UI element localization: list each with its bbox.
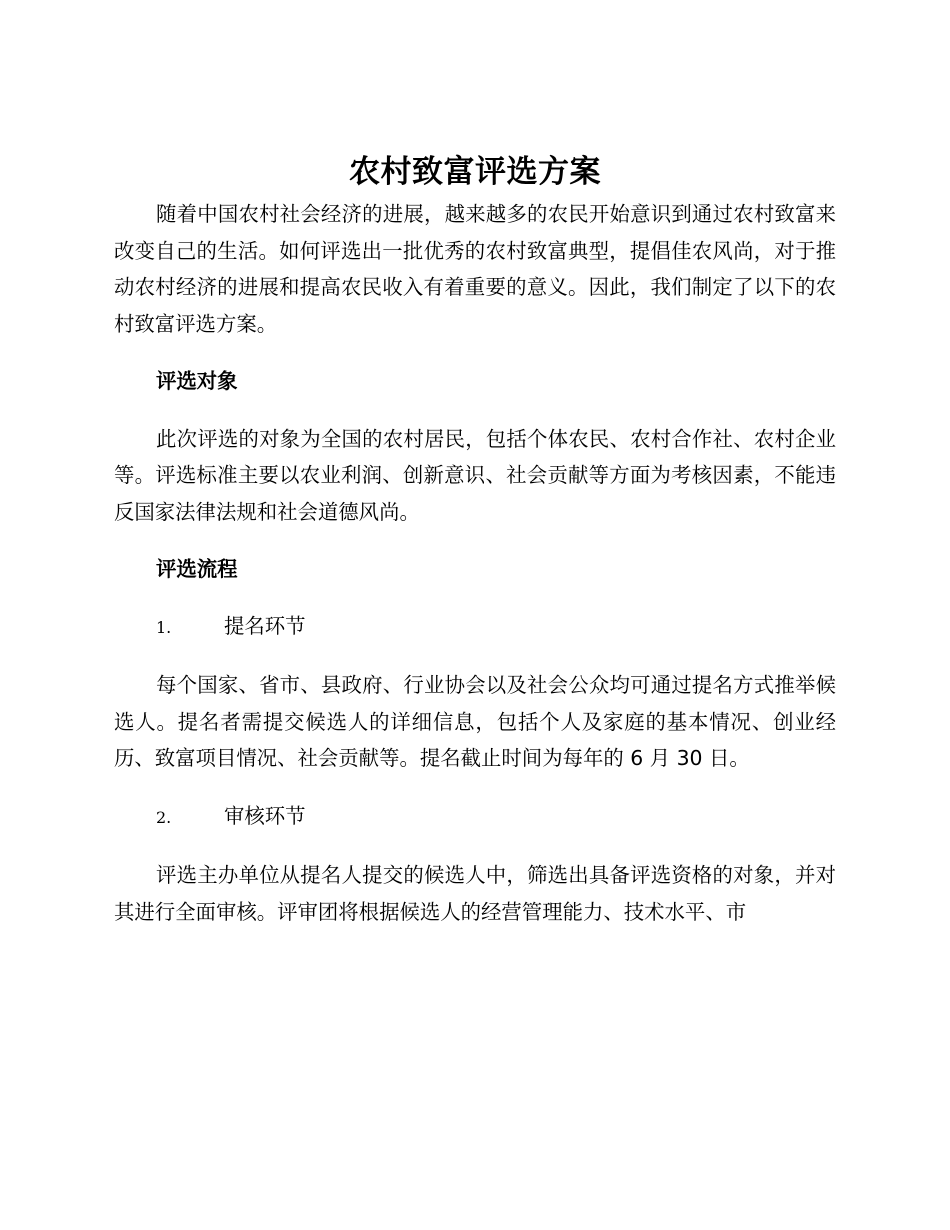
list-number: 1. (156, 617, 172, 637)
document-title: 农村致富评选方案 (349, 154, 601, 190)
document-page (114, 148, 836, 930)
list-item-nomination (114, 608, 836, 647)
review-paragraph: 评选主办单位从提名人提交的候选人中，筛选出具备评选资格的对象，并对其进行全面审核。评审团将根据候选人的经营管理能力、技术水平、市 (114, 863, 836, 924)
list-number: 2. (156, 807, 172, 827)
eligibility-paragraph: 此次评选的对象为全国的农村居民，包括个体农民、农村合作社、农村企业等。评选标准主要以农业利润、创新意识、社会贡献等方面为考核因素，不能违反国家法律法规和社会道德风尚。 (114, 426, 836, 524)
section-heading-eligibility: 评选对象 (156, 369, 238, 393)
section-heading-process: 评选流程 (156, 557, 238, 581)
list-item-review (114, 798, 836, 837)
intro-paragraph: 随着中国农村社会经济的进展，越来越多的农民开始意识到通过农村致富来改变自己的生活。如何评选出一批优秀的农村致富典型，提倡佳农风尚，对于推动农村经济的进展和提高农民收入有着重要的意义。因此，我们制定了以下的农村致富评选方案。 (114, 202, 836, 336)
list-label: 提名环节 (224, 613, 306, 638)
nomination-paragraph: 每个国家、省市、县政府、行业协会以及社会公众均可通过提名方式推举候选人。提名者需提交候选人的详细信息，包括个人及家庭的基本情况、创业经历、致富项目情况、社会贡献等。提名截止时间为每年的 6 月 30 日。 (114, 673, 836, 770)
list-label: 审核环节 (224, 803, 306, 828)
